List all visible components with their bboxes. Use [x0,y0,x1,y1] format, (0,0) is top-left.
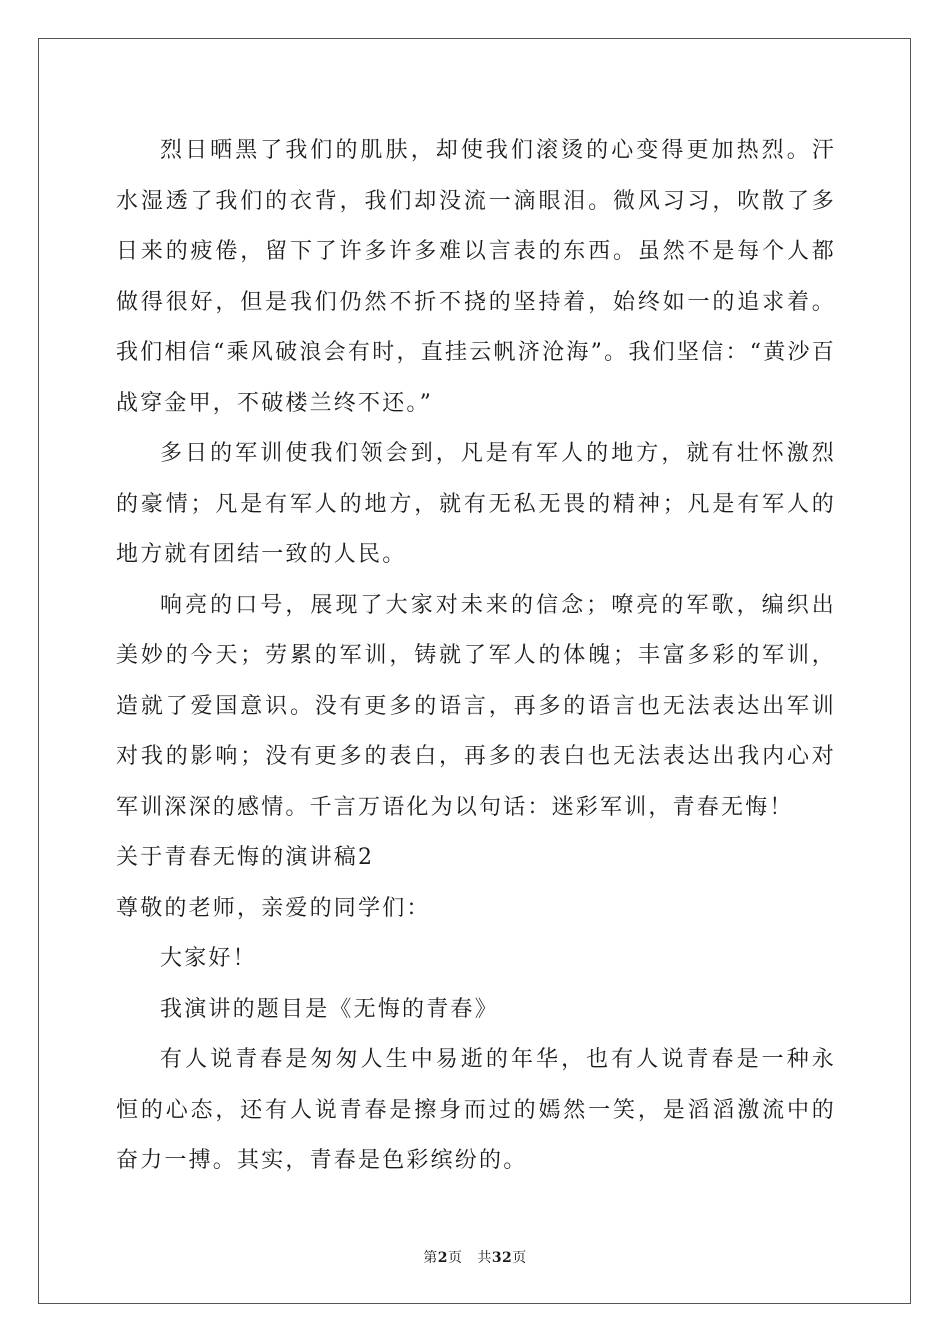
speech-title-line: 我演讲的题目是《无悔的青春》 [160,996,499,1022]
paragraph-3: 响亮的口号，展现了大家对未来的信念；嘹亮的军歌，编织出美妙的今天；劳累的军训，铸就了军人的体魄；丰富多彩的军训，造就了爱国意识。没有更多的语言，再多的语言也无法表达出军训对我的影响；没有更多的表白，再多的表白也无法表达出我内心对军训深深的感情。千言万语化为以句话：迷彩军训，青春无悔！ [116,592,836,820]
total-unit: 页 [512,1250,527,1266]
greeting: 大家好！ [160,946,257,971]
page-unit: 页 [447,1250,463,1266]
paragraph-1: 烈日晒黑了我们的肌肤，却使我们滚烫的心变得更加热烈。汗水湿透了我们的衣背，我们却没流一滴眼泪。微风习习，吹散了多日来的疲倦，留下了许多许多难以言表的东西。虽然不是每个人都做得很好，但是我们仍然不折不挠的坚持着，始终如一的追求着。我们相信“乘风破浪会有时，直挂云帆济沧海”。我们坚信：“黄沙百战穿金甲，不破楼兰终不还。” [116,138,836,416]
page-footer [0,1247,950,1267]
salutation: 尊敬的老师，亲爱的同学们： [116,895,431,921]
total-pages: 32 [491,1250,513,1266]
paragraph-4: 有人说青春是匆匆人生中易逝的年华，也有人说青春是一种永恒的心态，还有人说青春是擦身而过的嫣然一笑，是滔滔激流中的奋力一搏。其实，青春是色彩缤纷的。 [116,1047,836,1173]
document-body [116,126,836,1187]
paragraph-2: 多日的军训使我们领会到，凡是有军人的地方，就有壮怀激烈的豪情；凡是有军人的地方，就有无私无畏的精神；凡是有军人的地方就有团结一致的人民。 [116,441,836,567]
section-heading: 关于青春无悔的演讲稿2 [116,845,375,870]
page-number: 2 [437,1250,448,1266]
total-prefix: 共 [477,1250,492,1266]
page-prefix: 第 [423,1250,438,1266]
